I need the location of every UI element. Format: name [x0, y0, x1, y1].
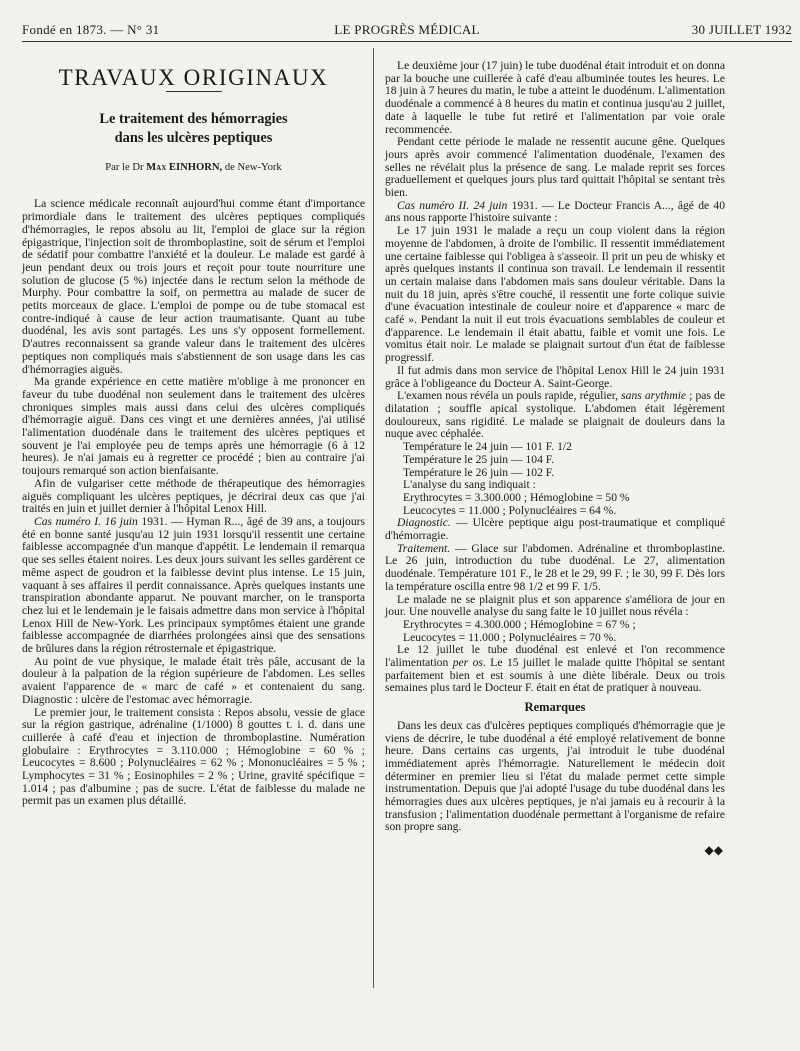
- lab-line: L'analyse du sang indiquait :: [403, 478, 536, 492]
- remarks-heading: Remarques: [524, 700, 586, 715]
- diagnostic-paragraph: [385, 517, 725, 542]
- header-date: 30 JUILLET 1932: [691, 22, 792, 37]
- section-title: TRAVAUX ORIGINAUX: [58, 65, 329, 90]
- article-title: [22, 110, 365, 148]
- traitement-label: Traitement.: [397, 541, 451, 555]
- lab-line: Leucocytes = 11.000 ; Polynucléaires = 70 %.: [403, 630, 617, 644]
- header-rule: [22, 41, 792, 42]
- discharge-text-before: Le 12 juillet le tube duodénal est enlevé et l'on recommence l'alimentation: [385, 643, 725, 670]
- article-title-line2: dans les ulcères peptiques: [114, 129, 273, 146]
- column-divider: [373, 48, 374, 988]
- exam-paragraph: [385, 390, 725, 441]
- sans-arythmie: sans arythmie: [621, 389, 687, 403]
- header-journal-title: LE PROGRÈS MÉDICAL: [334, 22, 480, 37]
- byline-author: Max EINHORN,: [146, 161, 223, 173]
- traitement-text: — Glace sur l'abdomen. Adrénaline et thromboplastine. Le 26 juin, introduction du tube duodénal. Le 27, alimentation duodénale. Température 101 F., le 28 et le 29, 99 F. ; le 30, 99 F. Dès lors la température oscilla entre 98 1/2 et 99 F. 1/5.: [385, 541, 725, 593]
- lab-line: Erythrocytes = 4.300.000 ; Hémoglobine = 67 % ;: [403, 617, 636, 631]
- lab-line: Leucocytes = 11.000 ; Polynucléaires = 64 %.: [403, 503, 617, 517]
- article-title-line1: Le traitement des hémorragies: [99, 110, 288, 127]
- lab-line: Température le 26 juin — 102 F.: [403, 465, 555, 479]
- case-2-label: Cas numéro II.: [397, 198, 470, 212]
- paragraph: Afin de vulgariser cette méthode de thérapeutique des hémorragies aiguës compliquant les ulcères peptiques, je décrirai deux cas que j'ai traités en juin et juillet dernier à l'hôpital Lenox Hill.: [22, 476, 365, 516]
- diagnostic-label: Diagnostic.: [397, 516, 451, 530]
- left-column: [22, 48, 365, 808]
- paragraph: Il fut admis dans mon service de l'hôpital Lenox Hill le 24 juin 1931 grâce à l'obligeance du Docteur A. Saint-George.: [385, 363, 725, 390]
- remarks-paragraph: Dans les deux cas d'ulcères peptiques compliqués d'hémorragie que je viens de décrire, le tube duodénal a été employé relativement de bonne heure. Dans certains cas urgents, j'ai introduit le tube duodénal immédiatement après l'hémorragie. Naturellement le médecin doit déterminer en premier lieu si l'état du malade permet cette simple instrumentation. Depuis que j'ai adopté l'usage du tube duodénal dans les hémorragies dues aux ulcères peptiques, je n'ai jamais eu à recourir à la transfusion ; l'alimentation duodénale permettant à l'organisme de refaire son propre sang.: [385, 718, 725, 834]
- case-1-paragraph: [22, 516, 365, 656]
- diagnostic-text: — Ulcère peptique aigu post-traumatique et compliqué d'hémorragie.: [385, 516, 725, 543]
- case-2-text: 1931. — Le Docteur Francis A..., âgé de 40 ans nous rapporte l'histoire suivante :: [385, 198, 725, 225]
- section-rule: [166, 91, 222, 92]
- discharge-text-after: . Le 15 juillet le malade quitte l'hôpital se sentant parfaitement bien et est soumis à une diète libérale. Deux ou trois semaines plus tard le Docteur F. était en état de pratiquer à nouveau.: [385, 656, 725, 695]
- exam-text-cont: ; pas de dilatation ; souffle apical systolique. L'abdomen était légèrement douloureux, sans rigidité. Le malade se plaignait de douleurs dans la nuque avec céphalée.: [385, 389, 725, 441]
- paragraph: Le 17 juin 1931 le malade a reçu un coup violent dans la région moyenne de l'abdomen, à droite de l'ombilic. Il ressentit immédiatement une certaine faiblesse qui l'obligea à s'asseoir. Il prit un peu de whisky et après quelques instants il continua son travail. Le lendemain il ressentit un certain malaise dans l'abdomen mais sans douleur véritable. Dans la nuit du 18 juin, après s'être couché, il ressentit une forte colique suivie d'une évacuation intestinale de couleur noire et d'apparence « marc de café ». Pendant la nuit il eut trois évacuations semblables de couleur et d'apparence. Le lendemain il était abattu, faible et vomit une fois. Le vomitus était noir. Le malade se plaignait surtout d'un état de faiblesse progressif.: [385, 224, 725, 365]
- lab-line: Température le 25 juin — 104 F.: [403, 452, 555, 466]
- lab-line: Température le 24 juin — 101 F. 1/2: [403, 440, 572, 454]
- discharge-paragraph: [385, 644, 725, 695]
- paragraph: Le premier jour, le traitement consista : Repos absolu, vessie de glace sur la région gastrique, adrénaline (1/1000) 8 gouttes t. i. d. dans une cuillerée à café d'eau et injection de thromboplastine. Numération globulaire : Erythrocytes = 3.110.000 ; Hémoglobine = 60 % ; Leucocytes = 8.600 ; Polynucléaires = 62 % ; Mononucléaires = 5 % ; Lymphocytes = 31 % ; Eosinophiles = 2 % ; Urine, gravité spécifique = 1.014 ; pas d'albumine ; pas de sucre. L'état de faiblesse du malade ne permit pas un examen plus détaillé.: [22, 705, 365, 808]
- exam-text: L'examen nous révéla un pouls rapide, régulier,: [397, 389, 619, 403]
- case-1-date: 16 juin: [104, 514, 138, 528]
- right-column: [385, 60, 725, 857]
- case-1-text: 1931. — Hyman R..., âgé de 39 ans, a toujours été en bonne santé jusqu'au 12 juin 1931 lorsqu'il ressentit une certaine faiblesse accompagnée d'un manque d'appétit. Le lendemain il remarqua que ses selles étaient noires. Les deux jours suivant les selles gardèrent ce même aspect de goudron et la faiblesse devint plus intense. Le 15 juin, vaquant à ses affaires il perdit connaissance. Après quelques instants une transpiration abondante apparut. Ne pouvant marcher, on le transporta chez lui et le lendemain je le faisais admettre dans mon service à l'hôpital Lenox Hill de New-York. Les principaux symptômes étaient une grande faiblesse accompagnée de diarrhées prolongées ainsi que des sensations de brûlures dans la région rétrosternale et épigastrique.: [22, 514, 365, 656]
- end-ornament: ◆◆: [704, 843, 723, 858]
- paragraph: Pendant cette période le malade ne ressentit aucune gêne. Quelques jours après avoir commencé l'alimentation duodénale, l'examen des selles ne révélait plus la présence de sang. Le malade reprit ses forces graduellement et quelques jours plus tard quittait l'hôpital se sentant très bien.: [385, 135, 725, 200]
- paragraph: Le deuxième jour (17 juin) le tube duodénal était introduit et on donna par la bouche une cuillerée à café d'eau albuminée toutes les heures. Le 18 juin à 7 heures du matin, le tube a atteint le duodénum. L'alimentation duodénale a commencé à 8 heures du matin et continua jusqu'au 2 juillet, date à laquelle le tube fut retiré et l'alimentation par voie orale recommencée.: [385, 59, 725, 136]
- byline: [22, 162, 365, 175]
- case-2-paragraph: [385, 200, 725, 225]
- paragraph: La science médicale reconnaît aujourd'hui comme étant d'importance primordiale dans le traitement des ulcères peptiques compliqués d'hémorragies, le repos absolu au lit, l'emploi de glace sur la région épigastrique, l'injection soit de thromboplastine, soit de sérum et l'emploi de sédatif pour combattre l'anxiété et la douleur. Le malade est gardé à jeun pendant deux ou trois jours et reçoit pour toute nourriture une solution de glucose (5 %) injectée dans le rectum selon la méthode de Murphy. Pour combattre la soif, on permettra au malade de sucer de petits morceaux de glace. L'emploi de pompe ou de tube stomacal est contre-indiqué à cause de leur action traumatisante. Quant au tube duodénal, les avis sont partagés. Les uns s'y opposent formellement. D'autres reconnaissent sa grande valeur dans le traitement des ulcères peptiques non compliqués mais s'abstiennent de son usage dans les cas d'hémorragies aiguës.: [22, 197, 365, 376]
- byline-prefix: Par le Dr: [105, 161, 144, 173]
- running-header: [22, 22, 792, 40]
- paragraph: Ma grande expérience en cette matière m'oblige à me prononcer en faveur du tube duodénal non seulement dans le traitement des ulcères chroniques simples mais aussi dans celui des ulcères compliqués d'hémorragie aiguë. Dans ces vingt et une dernières années, j'ai utilisé l'alimentation duodénale dans le traitement des ulcères peptiques et souvent je l'ai employée peu de temps après une hémorragie (6 à 12 heures). Je n'ai jamais eu à regretter ce procédé ; bien au contraire j'ai toujours remarqué son action bienfaisante.: [22, 375, 365, 478]
- lab-line: Erythrocytes = 3.300.000 ; Hémoglobine = 50 %: [403, 490, 630, 504]
- traitement-paragraph: [385, 543, 725, 594]
- case-2-date: 24 juin: [473, 198, 508, 212]
- case-1-label: Cas numéro I.: [34, 514, 101, 528]
- header-founded: Fondé en 1873. — N° 31: [22, 22, 160, 37]
- per-os: per os: [452, 656, 483, 670]
- byline-suffix: de New-York: [224, 161, 282, 173]
- paragraph: Au point de vue physique, le malade était très pâle, accusant de la douleur à la palpation de la région supérieure de l'abdomen. Les selles avaient l'apparence de « marc de café » et contenaient du sang. Diagnostic : ulcère de l'estomac avec hémorragie.: [22, 654, 365, 706]
- paragraph: Le malade ne se plaignit plus et son apparence s'améliora de jour en jour. Une nouvelle analyse du sang faite le 10 juillet nous révéla :: [385, 592, 725, 619]
